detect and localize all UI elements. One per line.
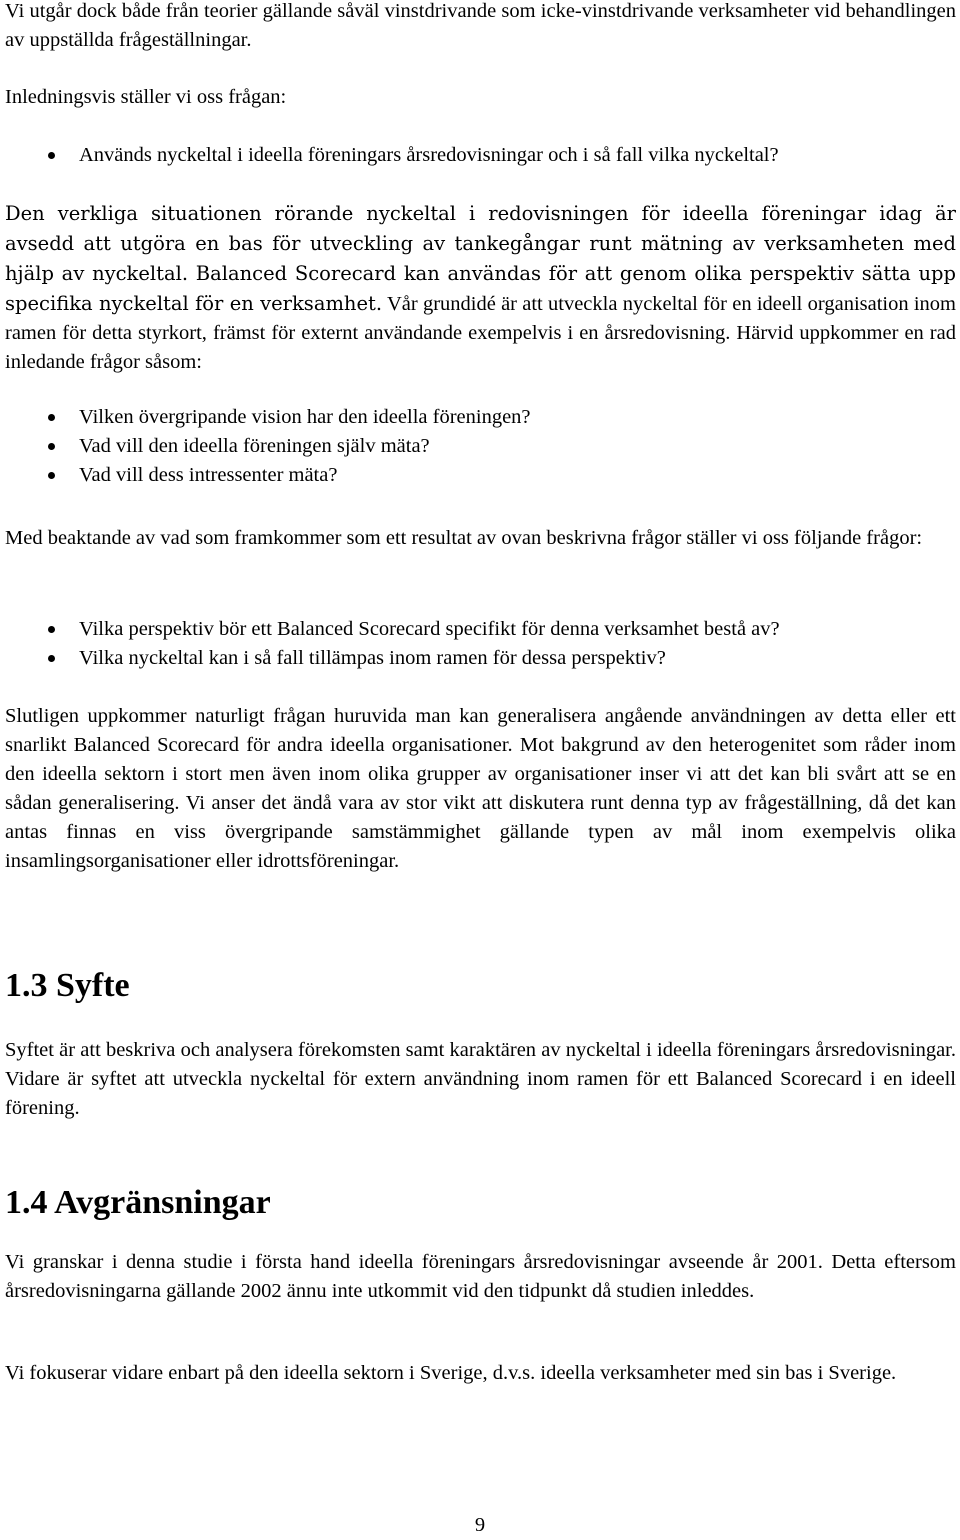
bullet-icon — [48, 472, 55, 479]
list-item: Vilka perspektiv bör ett Balanced Scorecard specifikt för denna verksamhet bestå av? — [5, 615, 956, 644]
bullet-icon — [48, 655, 55, 662]
situation-paragraph-part2: Vår grundidé är att utveckla nyckeltal för en ideell organisation inom ramen för detta styrkort, främst för externt användande exempelvis i en årsredovisning. Härvid uppkommer en rad inledande frågor såsom: — [5, 293, 956, 373]
list-item: Vilken övergripande vision har den ideella föreningen? — [5, 403, 956, 432]
question-list-3 — [5, 615, 956, 673]
list-item: Används nyckeltal i ideella föreningars årsredovisningar och i så fall vilka nyckeltal? — [5, 141, 956, 170]
consideration-paragraph: Med beaktande av vad som framkommer som ett resultat av ovan beskrivna frågor ställer vi oss följande frågor: — [5, 527, 923, 549]
final-paragraph: Slutligen uppkommer naturligt frågan huruvida man kan generalisera angående användningen av detta eller ett snarlikt Balanced Scorecard för andra ideella organisationer. Mot bakgrund av den heterogenitet som råder inom den ideella sektorn i stort men även inom olika grupper av organisationer inser vi att det kan bli svårt att se en sådan generalisering. Vi anser det ändå vara av stor vikt att diskutera runt denna typ av frågeställning, då det kan antas finnas en viss övergripande samstämmighet gällande typen av mål inom exempelvis olika insamlingsorganisationer eller idrottsföreningar. — [5, 705, 956, 872]
situation-paragraph-part1: Den verkliga situationen rörande nyckeltal i redovisningen för ideella föreningar idag är avsedd att utgöra en bas för utveckling av tankegångar runt mätning av verksamheten med hjälp av nyckeltal. Balanced Scorecard kan användas för att genom olika perspektiv sätta upp specifika nyckeltal för en verksamhet. — [5, 202, 956, 315]
situation-paragraph — [5, 199, 956, 377]
question-list-1 — [5, 141, 956, 170]
question-list-2 — [5, 403, 956, 490]
bullet-icon — [48, 414, 55, 421]
page-number: 9 — [474, 1514, 486, 1536]
list-item: Vad vill den ideella föreningen själv mäta? — [5, 432, 956, 461]
section-heading-avgransningar: 1.4 Avgränsningar — [5, 1184, 271, 1221]
list-item: Vilka nyckeltal kan i så fall tillämpas inom ramen för dessa perspektiv? — [5, 644, 956, 673]
avgransningar-paragraph-1: Vi granskar i denna studie i första hand ideella föreningars årsredovisningar avseende år 2001. Detta eftersom årsredovisningarna gällande 2002 ännu inte utkommit vid den tidpunkt då studien inleddes. — [5, 1251, 956, 1302]
bullet-icon — [48, 626, 55, 633]
list-item: Vad vill dess intressenter mäta? — [5, 461, 956, 490]
bullet-icon — [48, 443, 55, 450]
section-heading-syfte: 1.3 Syfte — [5, 967, 130, 1004]
lead-question: Inledningsvis ställer vi oss frågan: — [5, 86, 287, 108]
avgransningar-paragraph-2: Vi fokuserar vidare enbart på den ideella sektorn i Sverige, d.v.s. ideella verksamheter med sin bas i Sverige. — [5, 1362, 897, 1384]
intro-paragraph: Vi utgår dock både från teorier gällande såväl vinstdrivande som icke-vinstdrivande verksamheter vid behandlingen av uppställda frågeställningar. — [5, 0, 956, 51]
syfte-paragraph: Syftet är att beskriva och analysera förekomsten samt karaktären av nyckeltal i ideella föreningars årsredovisningar. Vidare är syftet att utveckla nyckeltal för extern användning inom ramen för ett Balanced Scorecard i en ideell förening. — [5, 1039, 956, 1119]
bullet-icon — [48, 152, 55, 159]
